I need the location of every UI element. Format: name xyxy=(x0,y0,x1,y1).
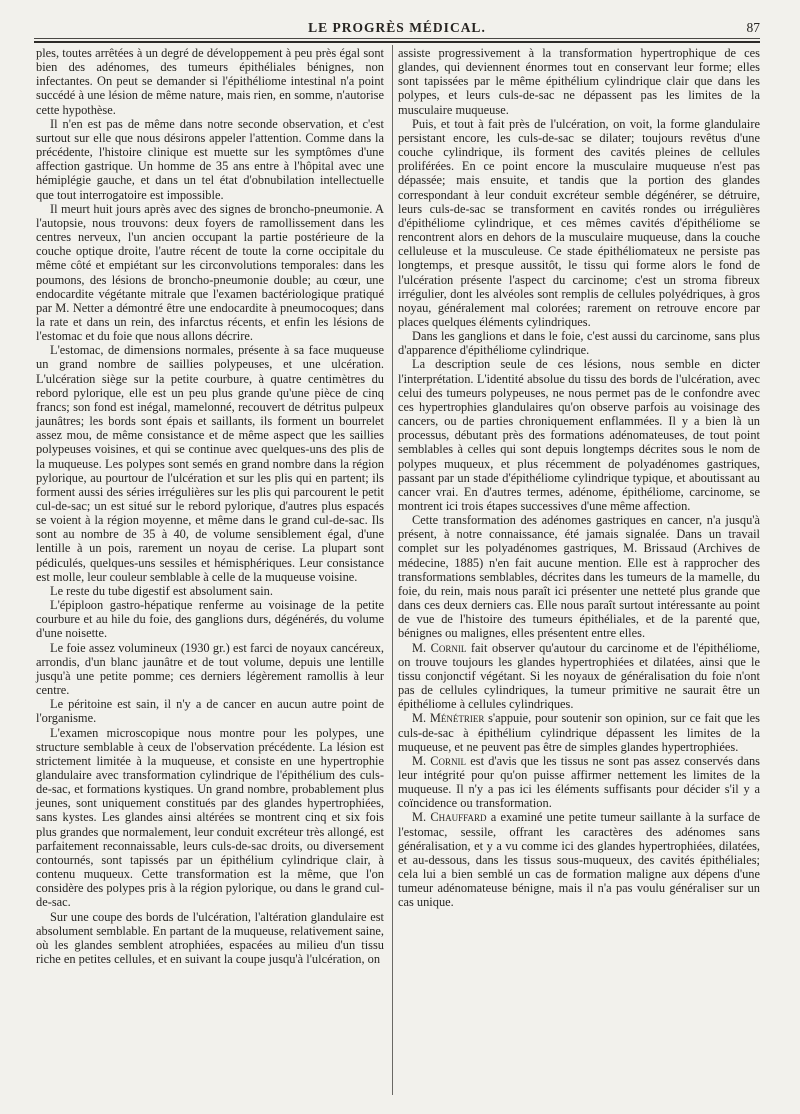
paragraph: Dans les ganglions et dans le foie, c'est aussi du carcinome, sans plus d'apparence d'épithéliome cylindrique. xyxy=(398,329,760,358)
speaker-text: a examiné une petite tumeur saillante à la surface de l'estomac, sessile, offrant les caractères des adénomes sans généralisation, et y a vu comme ici des glandes hypertrophiées, dilatées, et au-dessous, dans les tissus sous-muqueux, des cavités épithéliales; cela lui a bien semblé un cas de formation maligne aux dépens d'une tumeur adénomateuse bénigne, mais il n'a pas voulu généraliser sur un cas unique. xyxy=(398,810,760,910)
discussion-paragraph xyxy=(398,641,760,712)
left-column xyxy=(36,46,384,966)
discussion-paragraph xyxy=(398,711,760,753)
paragraph: Puis, et tout à fait près de l'ulcération, on voit, la forme glandulaire persistant encore, les culs-de-sac se dilater; toujours revêtus d'une couche cylindrique, ils forment des cavités pleines de cellules proliférées. En ce point encore la musculaire muqueuse n'est pas dépassée; mais ensuite, et tandis que la portion des glandes correspondant à leur conduit excréteur semble dégénérer, se détruire, leurs culs-de-sac se transforment en cavités rondes ou irrégulières d'épithéliome cylindrique, et ces mêmes cavités d'épithéliome se rencontrent alors en dehors de la musculaire muqueuse, dans la couche celluleuse et la musculeuse. Ce stade épithéliomateux ne persiste pas longtemps, et presque aussitôt, le tissu qui forme alors le fond de l'ulcération présente l'aspect du carcinome; c'est un stroma fibreux irrégulier, dont les alvéoles sont remplis de cellules polyédriques, à gros noyau, généralement mal colorées; rarement on retrouve encore par places quelques éléments cylindriques. xyxy=(398,116,760,329)
discussion-paragraph xyxy=(398,810,760,909)
paragraph: L'estomac, de dimensions normales, présente à sa face muqueuse un grand nombre de saillies polypeuses, et une ulcération. L'ulcération siège sur la petite courbure, à quatre centimètres du rebord pylorique, elle est un peu plus grande qu'une pièce de cinq francs; son fond est inégal, mamelonné, recouvert de détritus pulpeux jaunâtres; les bords sont épais et saillants, ils forment un bourrelet assez mou, de même consistance et de même aspect que les saillies polypeuses voisines, et qui se continue avec quelques-uns des plis de la muqueuse. Les polypes sont semés en grand nombre dans la région pylorique, au pourtour de l'ulcération et sur les plis qui en partent; ils forment aussi des séries irrégulières sur les plis qui parcourent le petit cul-de-sac; un est situé sur le rebord pylorique, d'autres plus espacés se voient à la région moyenne, et même dans le grand cul-de-sac. Ils sont au nombre de 35 à 40, de volume sensiblement égal, d'une lentille à un pois, rarement un noyau de cerise. La plupart sont pédiculés, quelques-uns sessiles et hémisphériques. Leur consistance est molle, leur couleur semblable à celle de la muqueuse voisine. xyxy=(36,343,384,584)
speaker-text: est d'avis que les tissus ne sont pas assez conservés dans leur intégrité pour qu'on puisse affirmer nettement les limites de la muqueuse. Il n'y a pas ici les éléments suffisants pour décider s'il y a coïncidence ou transformation. xyxy=(398,753,760,811)
discussion-paragraph xyxy=(398,754,760,811)
paragraph: Il n'en est pas de même dans notre seconde observation, et c'est surtout sur elle que nous désirons appeler l'attention. Comme dans la précédente, l'histoire clinique est muette sur les symptômes d'une affection gastrique. Un homme de 35 ans entre à l'hôpital avec une hémiplégie gauche, et dans un tel état d'obnubilation intellectuelle que tout interrogatoire est impossible. xyxy=(36,116,384,202)
speaker-name: M. Chauffard xyxy=(412,810,487,825)
speaker-name: M. Cornil xyxy=(412,753,467,768)
paragraph: L'examen microscopique nous montre pour les polypes, une structure semblable à ceux de l'observation précédente. La lésion est strictement limitée à la muqueuse, et consiste en une hypertrophie glandulaire avec transformation cylindrique de l'épithélium des culs-de-sac, et formations kystiques. Un grand nombre, probablement plus jeunes, sont uniquement constitués par des glandes hypertrophiées, sans kystes. Les glandes ainsi altérées se montrent cinq et six fois plus grandes que normalement, leur conduit excréteur très allongé, est parfaitement reconnaissable, leurs culs-de-sac droits, ou diversement contournés, sont tapissés par un épithélium cylindrique clair, à contenu muqueux. Cette transformation est la même, que l'on considère des polypes pris à la région pylorique, ou dans le grand cul-de-sac. xyxy=(36,725,384,910)
paragraph: Le reste du tube digestif est absolument sain. xyxy=(50,583,273,598)
paragraph: Cette transformation des adénomes gastriques en cancer, n'a jusqu'à présent, à notre connaissance, été jamais signalée. Dans un travail complet sur les polyadénomes gastriques, M. Brissaud (Archives de médecine, 1885) n'en fait aucune mention. Elle est à rapprocher des transformations semblables, décrites dans les tumeurs de la mamelle, du foie, du rein, mais nous paraît ici présenter une netteté plus grande que dans ces deux derniers cas. Elle nous paraît surtout intéressante au point de vue de l'histoire des tumeurs épithéliales, et de la parenté que, bénignes ou malignes, elles présentent entre elles. xyxy=(398,513,760,641)
column-divider xyxy=(392,45,393,1095)
paragraph: Le foie assez volumineux (1930 gr.) est farci de noyaux cancéreux, arrondis, d'un blanc jaunâtre et de tout volume, depuis une lentille jusqu'à une petite pomme; ces derniers légèrement ramollis à leur centre. xyxy=(36,640,384,698)
header-rule-thick xyxy=(34,41,760,43)
running-title: LE PROGRÈS MÉDICAL. xyxy=(308,20,486,35)
paragraph: Le péritoine est sain, il n'y a de cancer en aucun autre point de l'organisme. xyxy=(36,697,384,726)
paragraph: Sur une coupe des bords de l'ulcération, l'altération glandulaire est absolument semblable. En partant de la muqueuse, relativement saine, où les glandes semblent atrophiées, espacées au milieu d'un tissu riche en petites cellules, et en suivant la coupe jusqu'à l'ulcération, on xyxy=(36,909,384,966)
right-column xyxy=(398,46,760,910)
speaker-text: s'appuie, pour soutenir son opinion, sur ce fait que les culs-de-sac à épithélium cylindrique dépassent les limites de la muqueuse, et ne peuvent pas être de simples glandes hypertrophiées. xyxy=(398,711,760,754)
speaker-name: M. Ménétrier xyxy=(412,711,485,726)
speaker-text: fait observer qu'autour du carcinome et de l'épithéliome, on trouve toujours les glandes hypertrophiées et dilatées, ainsi que le tissu conjonctif végétant. Si les noyaux de généralisation du foie n'ont pas de cellules cylindriques, la tumeur primitive ne saurait être un épithéliome à cellules cylindriques. xyxy=(398,640,760,712)
paragraph: Il meurt huit jours après avec des signes de broncho-pneumonie. A l'autopsie, nous trouvons: deux foyers de ramollissement dans les centres nerveux, l'un ancien occupant la partie postérieure de la couche optique droite, l'autre récent de toute la corne occipitale du même côté et empiétant sur les circonvolutions temporales: dans les poumons, des lésions de broncho-pneumonie double; au cœur, une endocardite végétante mitrale que l'examen bactériologique pratiqué par M. Netter a démontré être une endocardite à pneumocoques; dans la rate et dans un rein, des infarctus récents, et enfin les lésions de l'estomac et du foie que nous allons décrire. xyxy=(36,201,384,344)
page-header xyxy=(34,20,760,40)
header-rule-thin xyxy=(34,38,760,39)
paragraph: ples, toutes arrêtées à un degré de développement à peu près égal sont bien des adénomes, des tumeurs épithéliales bénignes, non infectantes. On peut se demander si l'épithéliome intestinal n'a point succédé à une lésion de même nature, mais rien, en somme, n'autorise cette hypothèse. xyxy=(36,46,384,117)
paragraph: L'épiploon gastro-hépatique renferme au voisinage de la petite courbure et au hile du foie, des ganglions durs, dégénérés, du volume d'une noisette. xyxy=(36,598,384,641)
paragraph: assiste progressivement à la transformation hypertrophique de ces glandes, qui deviennent énormes tout en conservant leur forme; elles sont tapissées par le même épithélium cylindrique clair que dans les polypes, et leurs culs-de-sac ne dépassent pas les limites de la musculaire muqueuse. xyxy=(398,46,760,117)
paragraph: La description seule de ces lésions, nous semble en dicter l'interprétation. L'identité absolue du tissu des bords de l'ulcération, avec celui des tumeurs polypeuses, ne nous permet pas de le confondre avec ces hypertrophies glandulaires qu'on observe parfois au voisinage des cancers, ou de parties chroniquement enflammées. Il y a bien là un processus, débutant près des formations adénomateuses, de tout point semblables à celles qui sont depuis longtemps décrites sous le nom de polypes muqueux, et plus récemment de polyadénomes gastriques, passant par un stade d'épithéliome cylindrique typique, et aboutissant au cancer vrai. En d'autres termes, adénome, épithéliome, carcinome, se montrent ici trois étapes successives d'une même affection. xyxy=(398,357,760,513)
speaker-name: M. Cornil xyxy=(412,640,467,655)
page-number: 87 xyxy=(746,20,760,35)
